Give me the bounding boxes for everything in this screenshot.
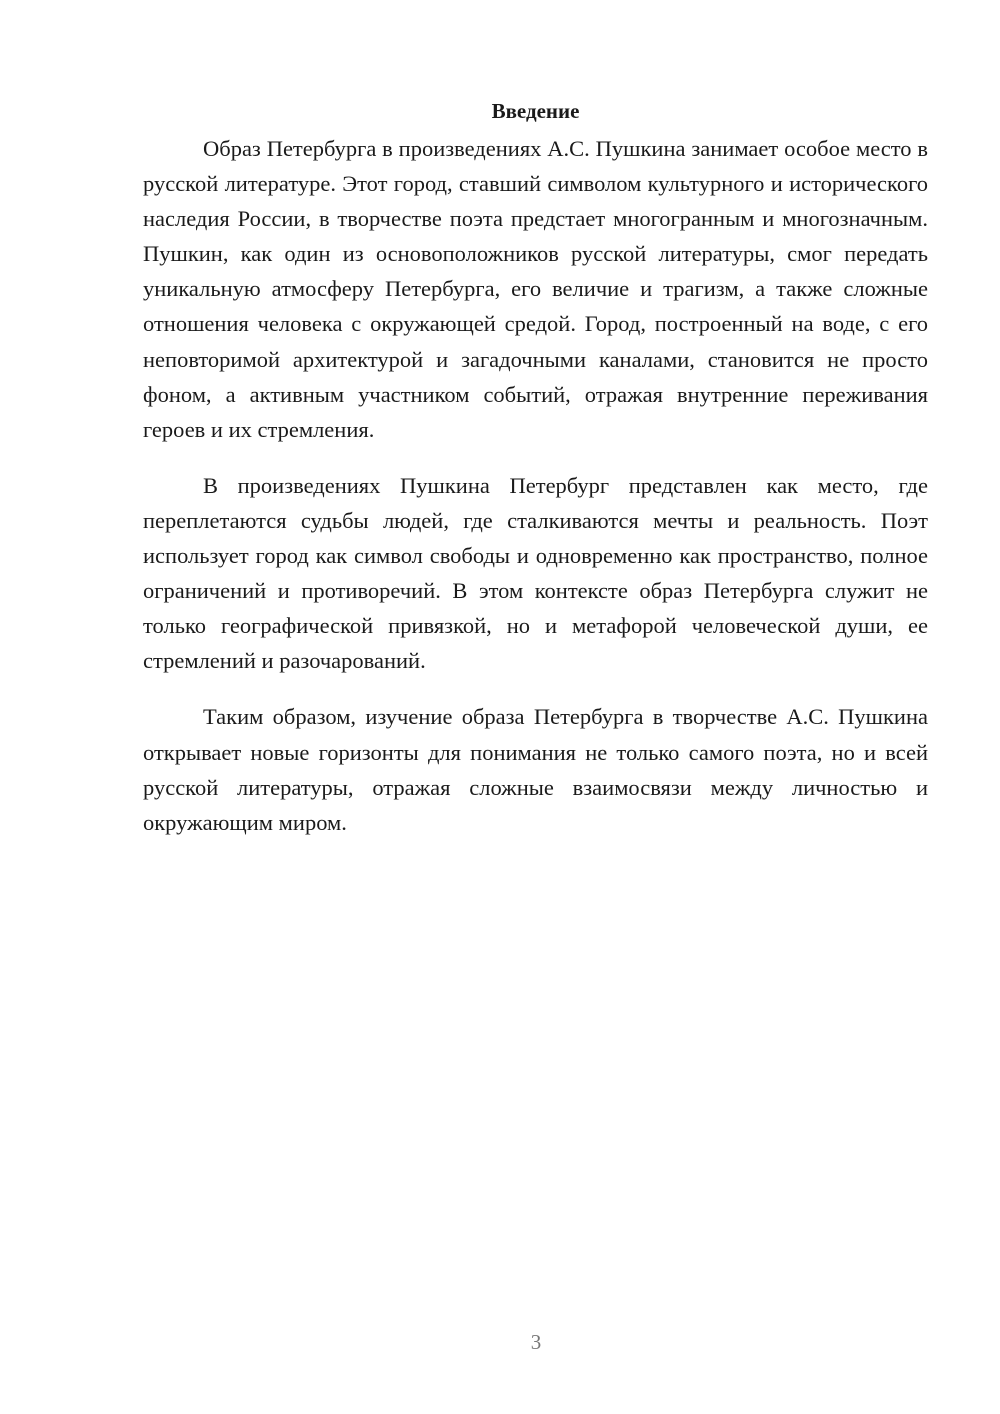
page-number: 3 [530, 1330, 542, 1354]
paragraph-1: Образ Петербурга в произведениях А.С. Пушкина занимает особое место в русской литературе. Этот город, ставший символом культурного и исторического наследия России, в творчестве поэта предстает многогранным и многозначным. Пушкин, как один из основоположников русской литературы, смог передать уникальную атмосферу Петербурга, его величие и трагизм, а также сложные отношения человека с окружающей средой. Город, построенный на воде, с его неповторимой архитектурой и загадочными каналами, становится не просто фоном, а активным участником событий, отражая внутренние переживания героев и их стремления. [143, 136, 928, 442]
paragraph-3: Таким образом, изучение образа Петербурга в творчестве А.С. Пушкина открывает новые горизонты для понимания не только самого поэта, но и всей русской литературы, отражая сложные взаимосвязи между личностью и окружающим миром. [143, 704, 928, 835]
page-content [143, 93, 928, 861]
paragraph-2: В произведениях Пушкина Петербург представлен как место, где переплетаются судьбы людей, где сталкиваются мечты и реальность. Поэт использует город как символ свободы и одновременно как пространство, полное ограничений и противоречий. В этом контексте образ Петербурга служит не только географической привязкой, но и метафорой человеческой души, ее стремлений и разочарований. [143, 472, 928, 674]
section-title: Введение [491, 99, 580, 123]
